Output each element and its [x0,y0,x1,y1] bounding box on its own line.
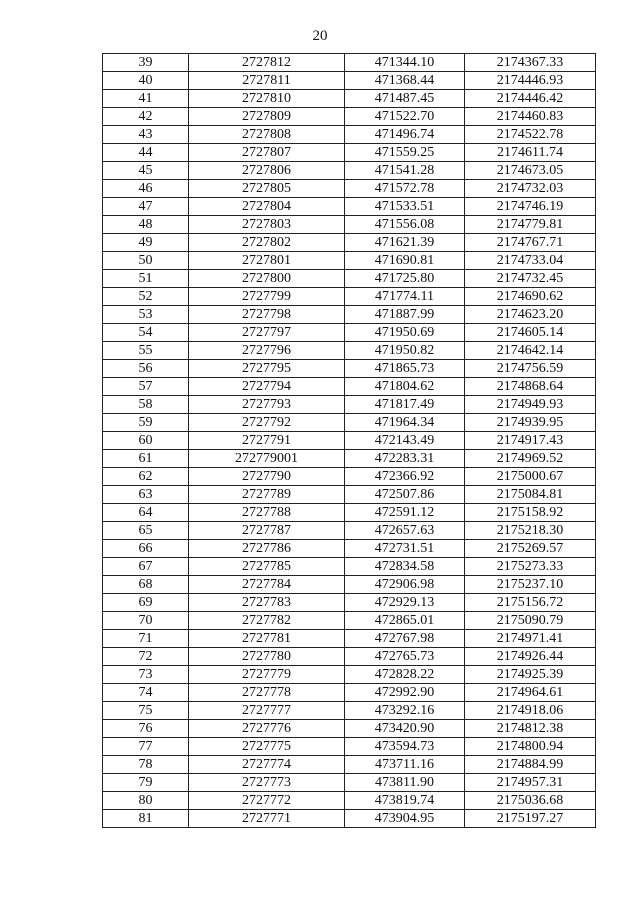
x-coordinate-cell: 472765.73 [345,648,465,666]
point-id-cell: 2727796 [189,342,345,360]
x-coordinate-cell: 472283.31 [345,450,465,468]
table-row [103,216,596,234]
row-number-cell: 42 [103,108,189,126]
table-row [103,342,596,360]
table-row [103,486,596,504]
row-number-cell: 71 [103,630,189,648]
y-coordinate-cell: 2174673.05 [465,162,596,180]
point-id-cell: 2727799 [189,288,345,306]
point-id-cell: 272779001 [189,450,345,468]
row-number-cell: 76 [103,720,189,738]
y-coordinate-cell: 2175000.67 [465,468,596,486]
point-id-cell: 2727779 [189,666,345,684]
x-coordinate-cell: 471368.44 [345,72,465,90]
row-number-cell: 79 [103,774,189,792]
row-number-cell: 53 [103,306,189,324]
x-coordinate-cell: 471887.99 [345,306,465,324]
x-coordinate-cell: 471522.70 [345,108,465,126]
table-row [103,198,596,216]
row-number-cell: 51 [103,270,189,288]
table-row [103,234,596,252]
y-coordinate-cell: 2174779.81 [465,216,596,234]
point-id-cell: 2727811 [189,72,345,90]
x-coordinate-cell: 471541.28 [345,162,465,180]
table-row [103,72,596,90]
row-number-cell: 56 [103,360,189,378]
x-coordinate-cell: 472767.98 [345,630,465,648]
x-coordinate-cell: 472657.63 [345,522,465,540]
table-row [103,126,596,144]
x-coordinate-cell: 471690.81 [345,252,465,270]
x-coordinate-cell: 471964.34 [345,414,465,432]
page-number: 20 [312,28,328,44]
y-coordinate-cell: 2175084.81 [465,486,596,504]
point-id-cell: 2727782 [189,612,345,630]
y-coordinate-cell: 2175158.92 [465,504,596,522]
y-coordinate-cell: 2175156.72 [465,594,596,612]
y-coordinate-cell: 2174746.19 [465,198,596,216]
x-coordinate-cell: 471487.45 [345,90,465,108]
x-coordinate-cell: 471950.82 [345,342,465,360]
row-number-cell: 50 [103,252,189,270]
table-row [103,288,596,306]
x-coordinate-cell: 472828.22 [345,666,465,684]
point-id-cell: 2727780 [189,648,345,666]
row-number-cell: 59 [103,414,189,432]
y-coordinate-cell: 2174756.59 [465,360,596,378]
point-id-cell: 2727805 [189,180,345,198]
y-coordinate-cell: 2174918.06 [465,702,596,720]
row-number-cell: 55 [103,342,189,360]
table-row [103,522,596,540]
y-coordinate-cell: 2174767.71 [465,234,596,252]
y-coordinate-cell: 2174926.44 [465,648,596,666]
table-row [103,252,596,270]
row-number-cell: 81 [103,810,189,828]
y-coordinate-cell: 2175090.79 [465,612,596,630]
y-coordinate-cell: 2174623.20 [465,306,596,324]
row-number-cell: 46 [103,180,189,198]
x-coordinate-cell: 472591.12 [345,504,465,522]
point-id-cell: 2727790 [189,468,345,486]
x-coordinate-cell: 472992.90 [345,684,465,702]
y-coordinate-cell: 2174446.42 [465,90,596,108]
table-row [103,630,596,648]
row-number-cell: 73 [103,666,189,684]
x-coordinate-cell: 473819.74 [345,792,465,810]
y-coordinate-cell: 2175197.27 [465,810,596,828]
x-coordinate-cell: 471774.11 [345,288,465,306]
row-number-cell: 44 [103,144,189,162]
x-coordinate-cell: 472929.13 [345,594,465,612]
y-coordinate-cell: 2174969.52 [465,450,596,468]
table-row [103,306,596,324]
table-row [103,450,596,468]
point-id-cell: 2727775 [189,738,345,756]
table-row [103,432,596,450]
row-number-cell: 70 [103,612,189,630]
row-number-cell: 75 [103,702,189,720]
x-coordinate-cell: 471804.62 [345,378,465,396]
x-coordinate-cell: 471533.51 [345,198,465,216]
y-coordinate-cell: 2174367.33 [465,54,596,72]
point-id-cell: 2727791 [189,432,345,450]
x-coordinate-cell: 472834.58 [345,558,465,576]
row-number-cell: 54 [103,324,189,342]
y-coordinate-cell: 2174964.61 [465,684,596,702]
row-number-cell: 61 [103,450,189,468]
table-row [103,594,596,612]
y-coordinate-cell: 2175218.30 [465,522,596,540]
y-coordinate-cell: 2174733.04 [465,252,596,270]
row-number-cell: 68 [103,576,189,594]
x-coordinate-cell: 472366.92 [345,468,465,486]
point-id-cell: 2727777 [189,702,345,720]
table-row [103,360,596,378]
coordinates-table-body [103,54,596,828]
row-number-cell: 80 [103,792,189,810]
table-row [103,702,596,720]
point-id-cell: 2727786 [189,540,345,558]
table-row [103,270,596,288]
y-coordinate-cell: 2174732.45 [465,270,596,288]
point-id-cell: 2727794 [189,378,345,396]
row-number-cell: 77 [103,738,189,756]
table-row [103,324,596,342]
table-row [103,648,596,666]
table-row [103,108,596,126]
y-coordinate-cell: 2175273.33 [465,558,596,576]
table-row [103,414,596,432]
point-id-cell: 2727795 [189,360,345,378]
table-row [103,468,596,486]
table-row [103,162,596,180]
table-row [103,576,596,594]
row-number-cell: 45 [103,162,189,180]
y-coordinate-cell: 2174939.95 [465,414,596,432]
row-number-cell: 62 [103,468,189,486]
point-id-cell: 2727788 [189,504,345,522]
x-coordinate-cell: 473904.95 [345,810,465,828]
row-number-cell: 58 [103,396,189,414]
x-coordinate-cell: 471950.69 [345,324,465,342]
table-row [103,378,596,396]
point-id-cell: 2727804 [189,198,345,216]
point-id-cell: 2727809 [189,108,345,126]
row-number-cell: 65 [103,522,189,540]
row-number-cell: 60 [103,432,189,450]
table-row [103,684,596,702]
point-id-cell: 2727784 [189,576,345,594]
table-row [103,612,596,630]
y-coordinate-cell: 2174917.43 [465,432,596,450]
y-coordinate-cell: 2174949.93 [465,396,596,414]
table-row [103,540,596,558]
row-number-cell: 49 [103,234,189,252]
point-id-cell: 2727781 [189,630,345,648]
x-coordinate-cell: 472143.49 [345,432,465,450]
point-id-cell: 2727806 [189,162,345,180]
y-coordinate-cell: 2174957.31 [465,774,596,792]
point-id-cell: 2727803 [189,216,345,234]
row-number-cell: 47 [103,198,189,216]
point-id-cell: 2727776 [189,720,345,738]
y-coordinate-cell: 2174642.14 [465,342,596,360]
row-number-cell: 41 [103,90,189,108]
row-number-cell: 66 [103,540,189,558]
point-id-cell: 2727798 [189,306,345,324]
point-id-cell: 2727783 [189,594,345,612]
table-row [103,180,596,198]
y-coordinate-cell: 2174690.62 [465,288,596,306]
point-id-cell: 2727772 [189,792,345,810]
x-coordinate-cell: 471559.25 [345,144,465,162]
point-id-cell: 2727793 [189,396,345,414]
y-coordinate-cell: 2174611.74 [465,144,596,162]
x-coordinate-cell: 473594.73 [345,738,465,756]
row-number-cell: 40 [103,72,189,90]
point-id-cell: 2727807 [189,144,345,162]
table-row [103,720,596,738]
row-number-cell: 39 [103,54,189,72]
x-coordinate-cell: 473711.16 [345,756,465,774]
x-coordinate-cell: 471344.10 [345,54,465,72]
point-id-cell: 2727797 [189,324,345,342]
table-row [103,756,596,774]
y-coordinate-cell: 2175269.57 [465,540,596,558]
row-number-cell: 43 [103,126,189,144]
point-id-cell: 2727785 [189,558,345,576]
y-coordinate-cell: 2174812.38 [465,720,596,738]
x-coordinate-cell: 471725.80 [345,270,465,288]
row-number-cell: 67 [103,558,189,576]
x-coordinate-cell: 472865.01 [345,612,465,630]
row-number-cell: 63 [103,486,189,504]
coordinates-table [102,53,596,828]
point-id-cell: 2727802 [189,234,345,252]
y-coordinate-cell: 2174868.64 [465,378,596,396]
y-coordinate-cell: 2174800.94 [465,738,596,756]
x-coordinate-cell: 472731.51 [345,540,465,558]
point-id-cell: 2727800 [189,270,345,288]
x-coordinate-cell: 471621.39 [345,234,465,252]
x-coordinate-cell: 472507.86 [345,486,465,504]
row-number-cell: 52 [103,288,189,306]
y-coordinate-cell: 2174732.03 [465,180,596,198]
table-row [103,792,596,810]
y-coordinate-cell: 2174446.93 [465,72,596,90]
x-coordinate-cell: 473420.90 [345,720,465,738]
point-id-cell: 2727810 [189,90,345,108]
row-number-cell: 78 [103,756,189,774]
point-id-cell: 2727801 [189,252,345,270]
table-row [103,144,596,162]
table-row [103,558,596,576]
x-coordinate-cell: 473811.90 [345,774,465,792]
x-coordinate-cell: 471572.78 [345,180,465,198]
x-coordinate-cell: 471496.74 [345,126,465,144]
table-row [103,738,596,756]
x-coordinate-cell: 473292.16 [345,702,465,720]
point-id-cell: 2727774 [189,756,345,774]
row-number-cell: 48 [103,216,189,234]
point-id-cell: 2727792 [189,414,345,432]
y-coordinate-cell: 2174522.78 [465,126,596,144]
y-coordinate-cell: 2174925.39 [465,666,596,684]
point-id-cell: 2727773 [189,774,345,792]
point-id-cell: 2727771 [189,810,345,828]
y-coordinate-cell: 2174884.99 [465,756,596,774]
y-coordinate-cell: 2174605.14 [465,324,596,342]
x-coordinate-cell: 471817.49 [345,396,465,414]
row-number-cell: 72 [103,648,189,666]
point-id-cell: 2727808 [189,126,345,144]
row-number-cell: 69 [103,594,189,612]
table-row [103,504,596,522]
y-coordinate-cell: 2175237.10 [465,576,596,594]
y-coordinate-cell: 2174460.83 [465,108,596,126]
x-coordinate-cell: 471556.08 [345,216,465,234]
point-id-cell: 2727789 [189,486,345,504]
table-row [103,90,596,108]
x-coordinate-cell: 471865.73 [345,360,465,378]
table-row [103,774,596,792]
x-coordinate-cell: 472906.98 [345,576,465,594]
table-row [103,666,596,684]
row-number-cell: 57 [103,378,189,396]
table-row [103,54,596,72]
row-number-cell: 64 [103,504,189,522]
table-row [103,396,596,414]
point-id-cell: 2727787 [189,522,345,540]
y-coordinate-cell: 2175036.68 [465,792,596,810]
point-id-cell: 2727812 [189,54,345,72]
y-coordinate-cell: 2174971.41 [465,630,596,648]
row-number-cell: 74 [103,684,189,702]
table-row [103,810,596,828]
point-id-cell: 2727778 [189,684,345,702]
